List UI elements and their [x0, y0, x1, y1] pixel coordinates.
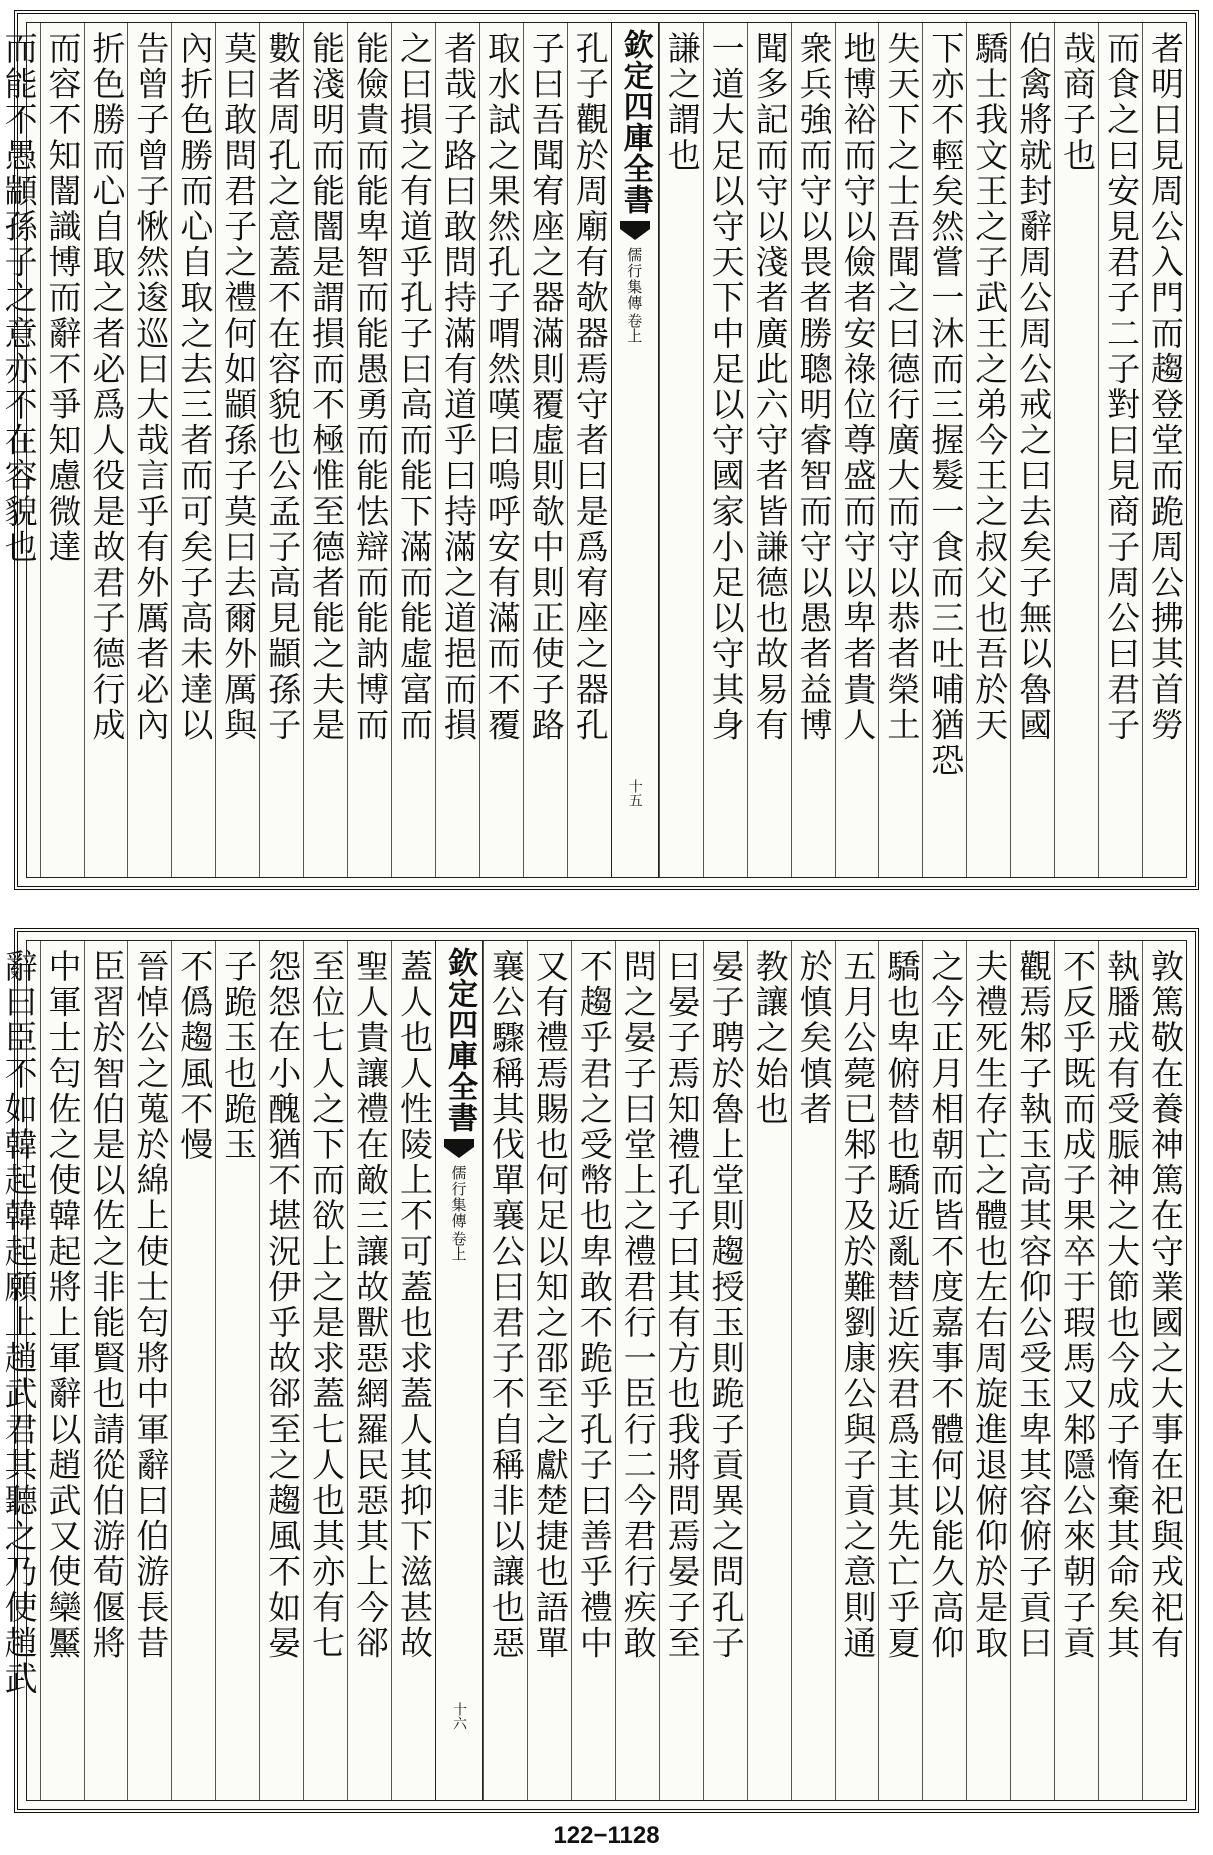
text-column: 地博裕而守以儉者安祿位尊盛而守以卑者貴人	[835, 23, 879, 877]
text-column: 衆兵強而守以畏者勝聰明睿智而守以愚者益博	[791, 23, 835, 877]
text-column: 問之晏子曰堂上之禮君行一臣行二今君行疾敢	[615, 941, 659, 1800]
text-column: 之今正月相朝而皆不度嘉事不體何以能久高仰	[922, 941, 966, 1800]
text-column: 而食之曰安見君子二子對曰見商子周公曰君子	[1098, 23, 1142, 877]
text-column: 辭曰臣不如韓起韓起願上趙武君其聽之乃使趙武	[0, 941, 40, 1800]
text-column: 失天下之士吾聞之曰德行廣大而守以恭者榮土	[878, 23, 922, 877]
text-column: 聞多記而守以淺者廣此六守者皆謙德也故易有	[747, 23, 791, 877]
text-column: 不反乎既而成子果卒于瑕馬又邾隱公來朝子貢	[1054, 941, 1098, 1800]
center-fold-column	[435, 941, 483, 1800]
upper-book-page	[0, 10, 1199, 890]
book-title: 儒行集傳	[449, 1165, 468, 1229]
text-column: 五月公薨已邾子及於難劉康公與子貢之意則通	[835, 941, 879, 1800]
text-column: 告曾子曾子愀然逡巡曰大哉言乎有外厲者必內	[127, 23, 171, 877]
text-column: 教讓之始也	[747, 941, 791, 1800]
text-column: 晏子聘於魯上堂則趨授玉則跪子貢異之問孔子	[703, 941, 747, 1800]
text-column: 驕也卑俯替也驕近亂替近疾君爲主其先亡乎夏	[878, 941, 922, 1800]
text-column: 中軍士匄佐之使韓起將上軍辭以趙武又使欒黶	[40, 941, 84, 1800]
collection-title: 欽定四庫全書	[442, 947, 477, 1133]
leaf-number: 十六	[451, 1702, 467, 1730]
text-column: 蓋人也人性陵上不可蓋也求蓋人其抑下滋甚故	[391, 941, 435, 1800]
text-column: 孔子觀於周廟有欹器焉守者曰是爲宥座之器孔	[567, 23, 611, 877]
text-column: 謙之謂也	[659, 23, 703, 877]
text-column: 取水試之果然孔子喟然嘆曰嗚呼安有滿而不覆	[479, 23, 523, 877]
text-column: 襄公驟稱其伐單襄公曰君子不自稱非以讓也惡	[483, 941, 527, 1800]
fishtail-mark-icon	[620, 221, 650, 241]
center-fold-column	[611, 23, 659, 877]
volume-label: 卷上	[449, 1231, 468, 1261]
text-column: 觀焉邾子執玉高其容仰公受玉卑其容俯子貢曰	[1010, 941, 1054, 1800]
text-column: 下亦不輕矣然嘗一沐而三握髮一食而三吐哺猶恐	[922, 23, 966, 877]
leaf-number: 十五	[626, 779, 643, 807]
text-column: 又有禮焉賜也何足以知之邵至之獻楚捷也語單	[527, 941, 571, 1800]
text-column-grid	[0, 22, 1187, 878]
text-column: 數者周孔之意蓋不在容貌也公孟子高見顓孫子	[259, 23, 303, 877]
text-column: 夫禮死生存亡之體也左右周旋進退俯仰於是取	[966, 941, 1010, 1800]
text-column: 能淺明而能闇是謂損而不極惟至德者能之夫是	[303, 23, 347, 877]
text-column-grid	[0, 940, 1187, 1801]
text-column: 折色勝而心自取之者必爲人役是故君子德行成	[84, 23, 128, 877]
text-column: 至位七人之下而欲上之是求蓋七人也其亦有七	[303, 941, 347, 1800]
page-number-footer: 122−1128	[553, 1822, 660, 1849]
text-column: 者明日見周公入門而趨登堂而跪周公拂其首勞	[1142, 23, 1186, 877]
text-column: 而能不愚顓孫子之意亦不在容貌也	[0, 23, 40, 877]
text-column: 內折色勝而心自取之去三者而可矣子高未達以	[171, 23, 215, 877]
text-column: 者哉子路曰敢問持滿有道乎曰持滿之道挹而損	[435, 23, 479, 877]
text-column: 不趨乎君之受幣也卑敢不跪乎孔子曰善乎禮中	[571, 941, 615, 1800]
volume-label: 卷上	[625, 313, 644, 343]
text-column: 曰晏子焉知禮孔子曰其有方也我將問焉晏子至	[659, 941, 703, 1800]
text-column: 怨怨在小醜猶不堪況伊乎故郤至之趨風不如晏	[259, 941, 303, 1800]
text-column: 子跪玉也跪玉	[215, 941, 259, 1800]
text-column: 之曰損之有道乎孔子曰高而能下滿而能虛富而	[391, 23, 435, 877]
lower-book-page	[0, 928, 1199, 1813]
collection-title: 欽定四庫全書	[617, 29, 653, 215]
text-column: 一道大足以守天下中足以守國家小足以守其身	[703, 23, 747, 877]
text-column: 哉商子也	[1054, 23, 1098, 877]
text-column: 執膰戎有受脤神之大節也今成子惰棄其命矣其	[1098, 941, 1142, 1800]
text-column: 敦篤敬在養神篤在守業國之大事在祀與戎祀有	[1142, 941, 1186, 1800]
text-column: 子曰吾聞宥座之器滿則覆虛則欹中則正使子路	[523, 23, 567, 877]
text-column: 聖人貴讓禮在敵三讓故獸惡網羅民惡其上今郤	[347, 941, 391, 1800]
book-title: 儒行集傳	[625, 247, 644, 311]
text-column: 而容不知闇識博而辭不爭知慮微達	[40, 23, 84, 877]
text-column: 能儉貴而能卑智而能愚勇而能怯辯而能訥博而	[347, 23, 391, 877]
text-column: 驕士我文王之子武王之弟今王之叔父也吾於天	[966, 23, 1010, 877]
text-column: 莫曰敢問君子之禮何如顓孫子莫曰去爾外厲與	[215, 23, 259, 877]
text-column: 於慎矣慎者	[791, 941, 835, 1800]
text-column: 臣習於智伯是以佐之非能賢也請從伯游荀偃將	[84, 941, 128, 1800]
text-column: 伯禽將就封辭周公周公戒之曰去矣子無以魯國	[1010, 23, 1054, 877]
text-column: 不僞趨風不慢	[171, 941, 215, 1800]
fishtail-mark-icon	[444, 1139, 474, 1159]
text-column: 晉悼公之蒐於綿上使士匄將中軍辭曰伯游長昔	[127, 941, 171, 1800]
